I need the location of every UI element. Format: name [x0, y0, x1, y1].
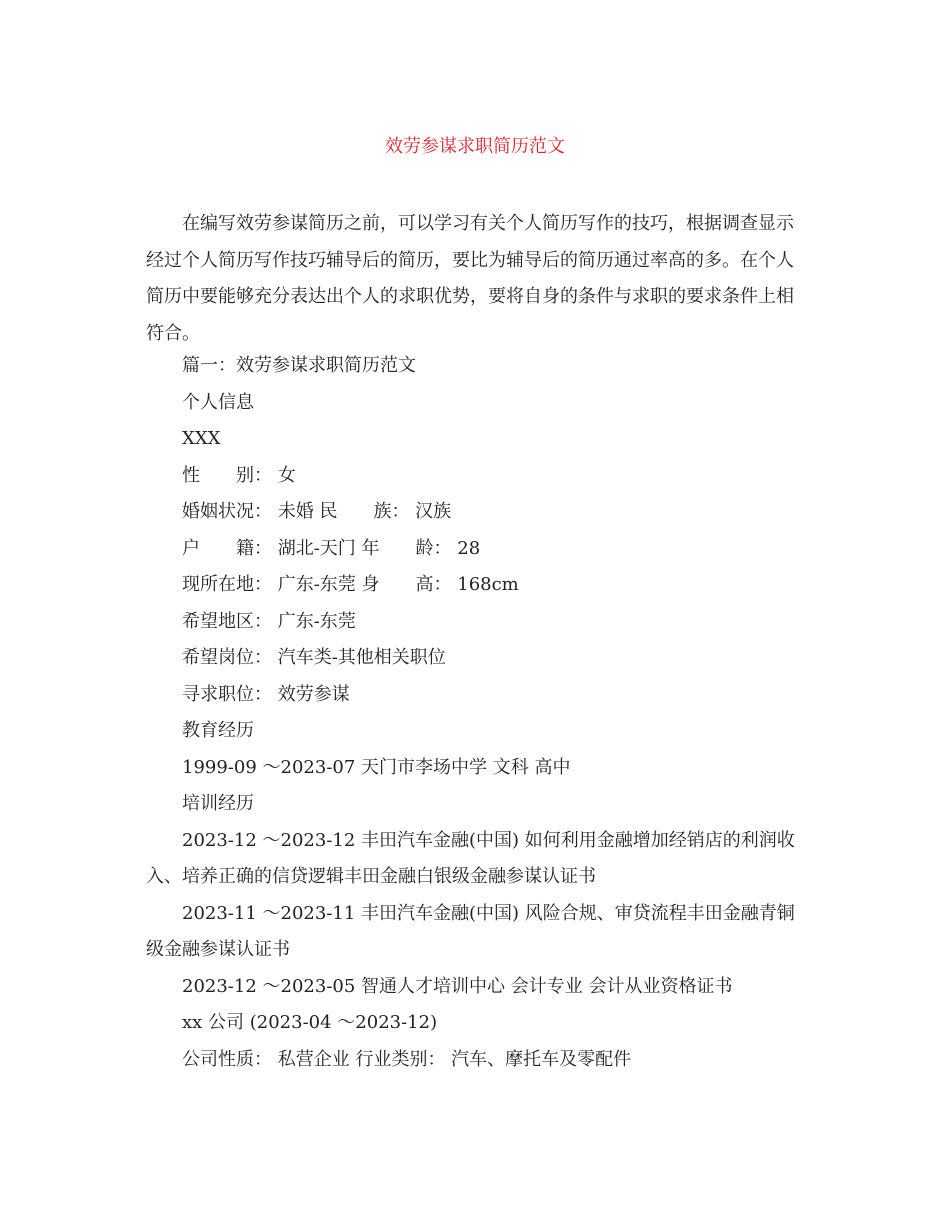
education-heading: 教育经历 [182, 720, 254, 741]
location-height-line: 现所在地： 广东-东莞 身 高： 168cm [182, 574, 519, 595]
personal-info-heading: 个人信息 [182, 391, 254, 413]
company-nature-line: 公司性质： 私营企业 行业类别： 汽车、摩托车及零配件 [182, 1048, 632, 1070]
document-title: 效劳参谋求职简历范文 [385, 136, 565, 157]
marital-ethnic-line: 婚姻状况： 未婚 民 族： 汉族 [182, 501, 452, 522]
seeking-position-line: 寻求职位： 效劳参谋 [182, 683, 350, 705]
desired-region-line: 希望地区： 广东-东莞 [182, 610, 356, 632]
education-entry: 1999-09 ～2023-07 天门市李场中学 文科 高中 [182, 756, 571, 778]
intro-paragraph: 在编写效劳参谋简历之前，可以学习有关个人简历写作的技巧，根据调查显示经过个人简历写作技巧辅导后的简历，要比为辅导后的简历通过率高的多。在个人简历中要能够充分表达出个人的求职优势，要将自身的条件与求职的要求条件上相符合。 [146, 213, 794, 344]
desired-post-line: 希望岗位： 汽车类-其他相关职位 [182, 647, 446, 668]
name-line: XXX [182, 428, 221, 449]
training-entry-2: 2023-11 ～2023-11 丰田汽车金融(中国) 风险合规、审贷流程丰田金融青铜级金融参谋认证书 [146, 902, 795, 960]
section-heading: 篇一：效劳参谋求职简历范文 [182, 355, 416, 376]
hukou-age-line: 户 籍： 湖北-天门 年 龄： 28 [182, 537, 481, 559]
training-heading: 培训经历 [182, 793, 254, 814]
resume-body [146, 348, 806, 1078]
training-entry-1: 2023-12 ～2023-12 丰田汽车金融(中国) 如何利用金融增加经销店的利润收入、培养正确的信贷逻辑丰田金融白银级金融参谋认证书 [146, 829, 795, 887]
company-line: xx 公司 (2023-04 ～2023-12) [182, 1012, 438, 1033]
training-entry-3: 2023-12 ～2023-05 智通人才培训中心 会计专业 会计从业资格证书 [182, 975, 733, 997]
gender-line: 性 别： 女 [182, 464, 296, 486]
